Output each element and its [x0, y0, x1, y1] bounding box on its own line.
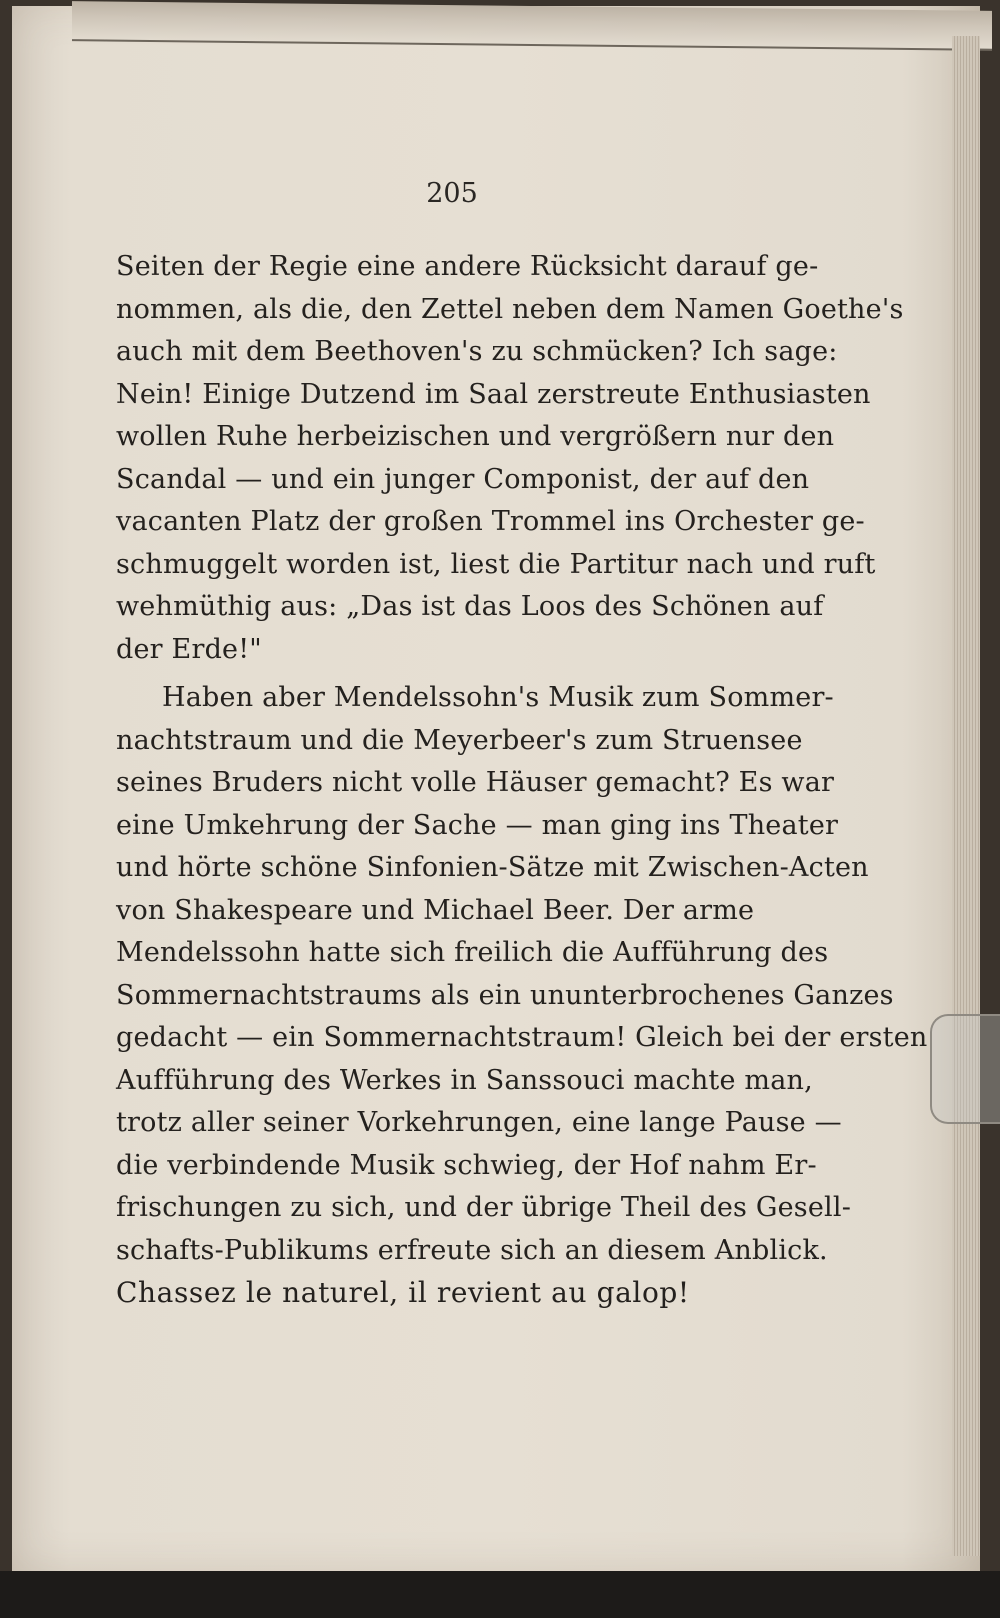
text-line: Mendelssohn hatte sich freilich die Aufführung des — [116, 937, 829, 968]
text-line: von Shakespeare und Michael Beer. Der arme — [116, 894, 755, 926]
book-clip-tab — [930, 1014, 1000, 1124]
text-line: wehmüthig aus: „Das ist das Loos des Schönen auf — [116, 591, 824, 622]
text-line: Haben aber Mendelssohn's Musik zum Sommer- — [162, 682, 834, 713]
paragraph-1 — [116, 246, 904, 671]
paragraph-2 — [116, 677, 928, 1315]
text-line: eine Umkehrung der Sache — man ging ins Theater — [116, 809, 839, 841]
page-number: 205 — [426, 178, 478, 209]
text-line: seines Bruders nicht volle Häuser gemacht? Es war — [116, 767, 835, 798]
text-line: Seiten der Regie eine andere Rücksicht darauf ge- — [116, 251, 819, 282]
text-line: auch mit dem Beethoven's zu schmücken? Ich sage: — [116, 336, 838, 367]
text-line: die verbindende Musik schwieg, der Hof nahm Er- — [116, 1149, 817, 1181]
text-line: wollen Ruhe herbeizischen und vergrößern nur den — [116, 421, 835, 452]
text-line: nachtstraum und die Meyerbeer's zum Struensee — [116, 724, 803, 756]
text-line: der Erde!" — [116, 633, 262, 665]
page-top-curl — [72, 1, 992, 51]
scan-bottom-shadow — [0, 1571, 1000, 1618]
book-page — [12, 6, 980, 1571]
body-text — [116, 246, 928, 1315]
text-line: und hörte schöne Sinfonien-Sätze mit Zwischen-Acten — [116, 852, 869, 883]
text-line: Nein! Einige Dutzend im Saal zerstreute Enthusiasten — [116, 378, 871, 410]
text-line: Aufführung des Werkes in Sanssouci machte man, — [116, 1064, 813, 1096]
text-line: Sommernachtstraums als ein ununterbrochenes Ganzes — [116, 979, 894, 1011]
text-line: vacanten Platz der großen Trommel ins Orchester ge- — [116, 506, 865, 537]
text-line: frischungen zu sich, und der übrige Theil des Gesell- — [116, 1192, 852, 1223]
page-stack-edge — [952, 36, 980, 1556]
text-line: schafts-Publikums erfreute sich an diesem Anblick. — [116, 1234, 828, 1266]
text-line: Chassez le naturel, il revient au galop! — [116, 1276, 690, 1309]
text-line: gedacht — ein Sommernachtstraum! Gleich bei der ersten — [116, 1022, 928, 1053]
text-line: trotz aller seiner Vorkehrungen, eine lange Pause — — [116, 1107, 842, 1138]
text-line: nommen, als die, den Zettel neben dem Namen Goethe's — [116, 293, 904, 325]
text-line: schmuggelt worden ist, liest die Partitur nach und ruft — [116, 548, 876, 580]
text-line: Scandal — und ein junger Componist, der auf den — [116, 463, 810, 495]
